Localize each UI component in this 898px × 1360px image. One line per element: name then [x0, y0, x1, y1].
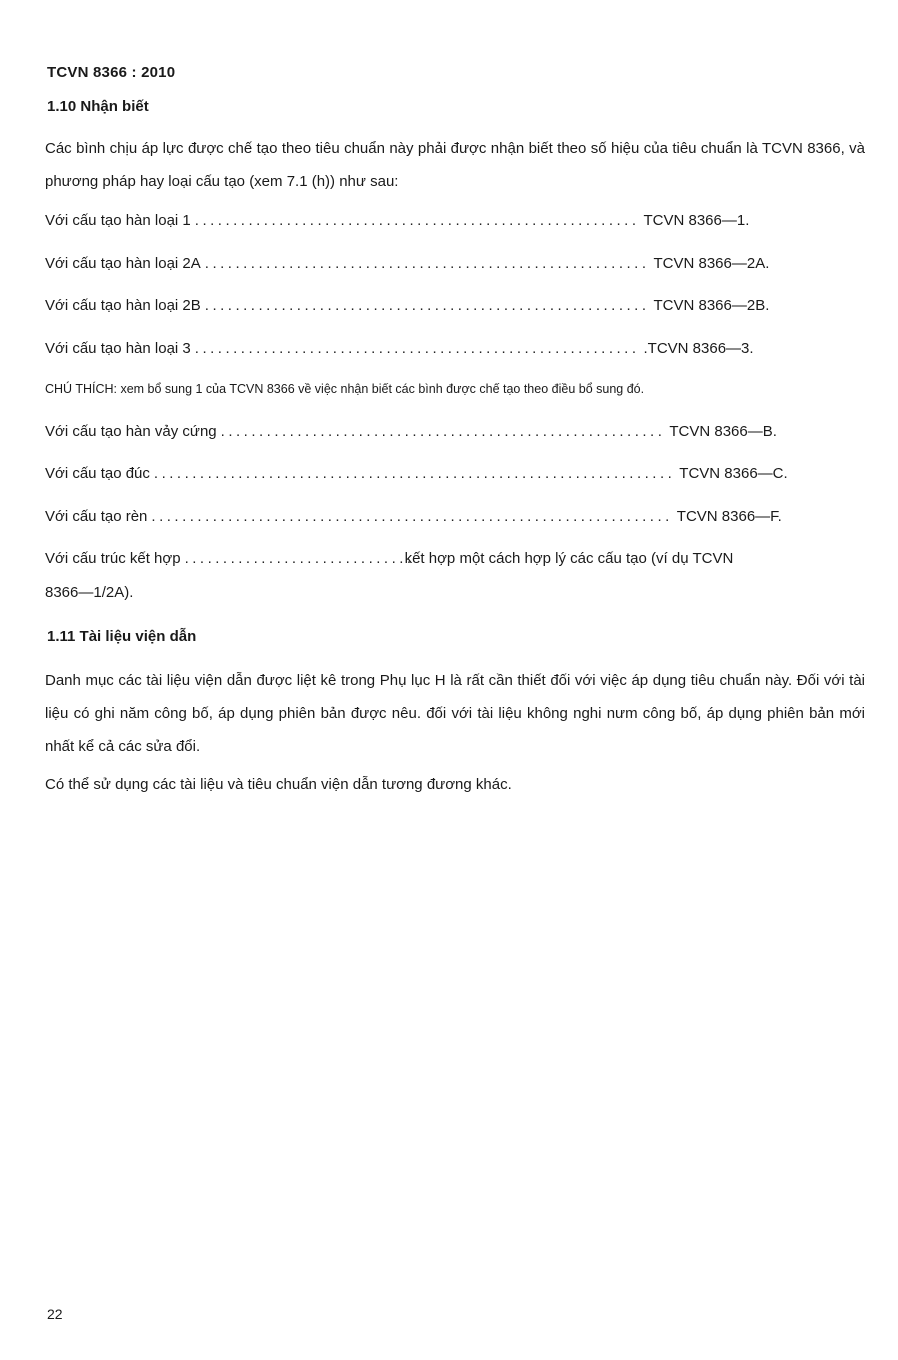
- row-code: TCVN 8366—B.: [669, 423, 777, 440]
- dot-leader: ..............................: [184, 550, 415, 567]
- dot-leader: ....................................................................: [151, 508, 673, 525]
- row-label: Với cấu tạo rèn: [45, 508, 148, 525]
- row-label: Với cấu trúc kết hợp: [45, 550, 181, 567]
- identification-row: [45, 465, 788, 487]
- dot-leader: ..........................................................: [194, 340, 640, 357]
- section-heading-1-10: 1.10 Nhận biết: [47, 98, 149, 115]
- identification-row: [45, 212, 750, 234]
- page-number: 22: [47, 1306, 63, 1322]
- row-code: TCVN 8366—F.: [676, 508, 782, 525]
- row-label: Với cấu tạo hàn loại 2A: [45, 255, 201, 272]
- identification-row-continuation: [45, 584, 133, 606]
- row-label: Với cấu tạo hàn loại 2B: [45, 297, 201, 314]
- row-label: Với cấu tạo hàn loại 3: [45, 340, 191, 357]
- document-code: TCVN 8366 : 2010: [47, 64, 176, 81]
- dot-leader: ..........................................................: [220, 423, 666, 440]
- identification-row: [45, 297, 770, 319]
- identification-row: [45, 508, 782, 530]
- dot-leader: ..........................................................: [194, 212, 640, 229]
- dot-leader: ..........................................................: [204, 297, 650, 314]
- intro-paragraph: Các bình chịu áp lực được chế tạo theo tiêu chuẩn này phải được nhận biết theo số hiệu của tiêu chuẩn là TCVN 8366, và phương pháp hay loại cấu tạo (xem 7.1 (h)) như sau:: [45, 140, 865, 190]
- row-code: TCVN 8366—2A.: [653, 255, 770, 272]
- identification-row: [45, 423, 777, 445]
- row-code: TCVN 8366—C.: [679, 465, 788, 482]
- identification-row-combined: [45, 550, 865, 572]
- row-code: TCVN 8366—1.: [643, 212, 750, 229]
- row-label: Với cấu tạo hàn vảy cứng: [45, 423, 217, 440]
- row-code: TCVN 8366—2B.: [653, 297, 770, 314]
- dot-leader: ....................................................................: [153, 465, 676, 482]
- equivalent-references-paragraph: Có thể sử dụng các tài liệu và tiêu chuẩn viện dẫn tương đương khác.: [45, 776, 512, 793]
- row-label: Với cấu tạo hàn loại 1: [45, 212, 191, 229]
- row-code: .TCVN 8366—3.: [643, 340, 754, 357]
- identification-row: [45, 255, 770, 277]
- identification-row: [45, 340, 754, 362]
- row-code-continuation: 8366—1/2A).: [45, 584, 134, 601]
- dot-leader: ..........................................................: [204, 255, 650, 272]
- references-paragraph: Danh mục các tài liệu viện dẫn được liệt kê trong Phụ lục H là rất cần thiết đối với việc áp dụng tiêu chuẩn này. Đối với tài liệu có ghi năm công bố, áp dụng phiên bản được nêu. đối với tài liệu không nghi nưm công bố, áp dụng phiên bản mới nhất kể cả các sửa đổi.: [45, 672, 865, 755]
- row-label: Với cấu tạo đúc: [45, 465, 150, 482]
- row-code: kết hợp một cách hợp lý các cấu tạo (ví dụ TCVN: [404, 550, 734, 567]
- section-heading-1-11: 1.11 Tài liệu viện dẫn: [47, 628, 197, 645]
- note-text: CHÚ THÍCH: xem bổ sung 1 của TCVN 8366 về việc nhận biết các bình được chế tạo theo điều bổ sung đó.: [45, 382, 645, 396]
